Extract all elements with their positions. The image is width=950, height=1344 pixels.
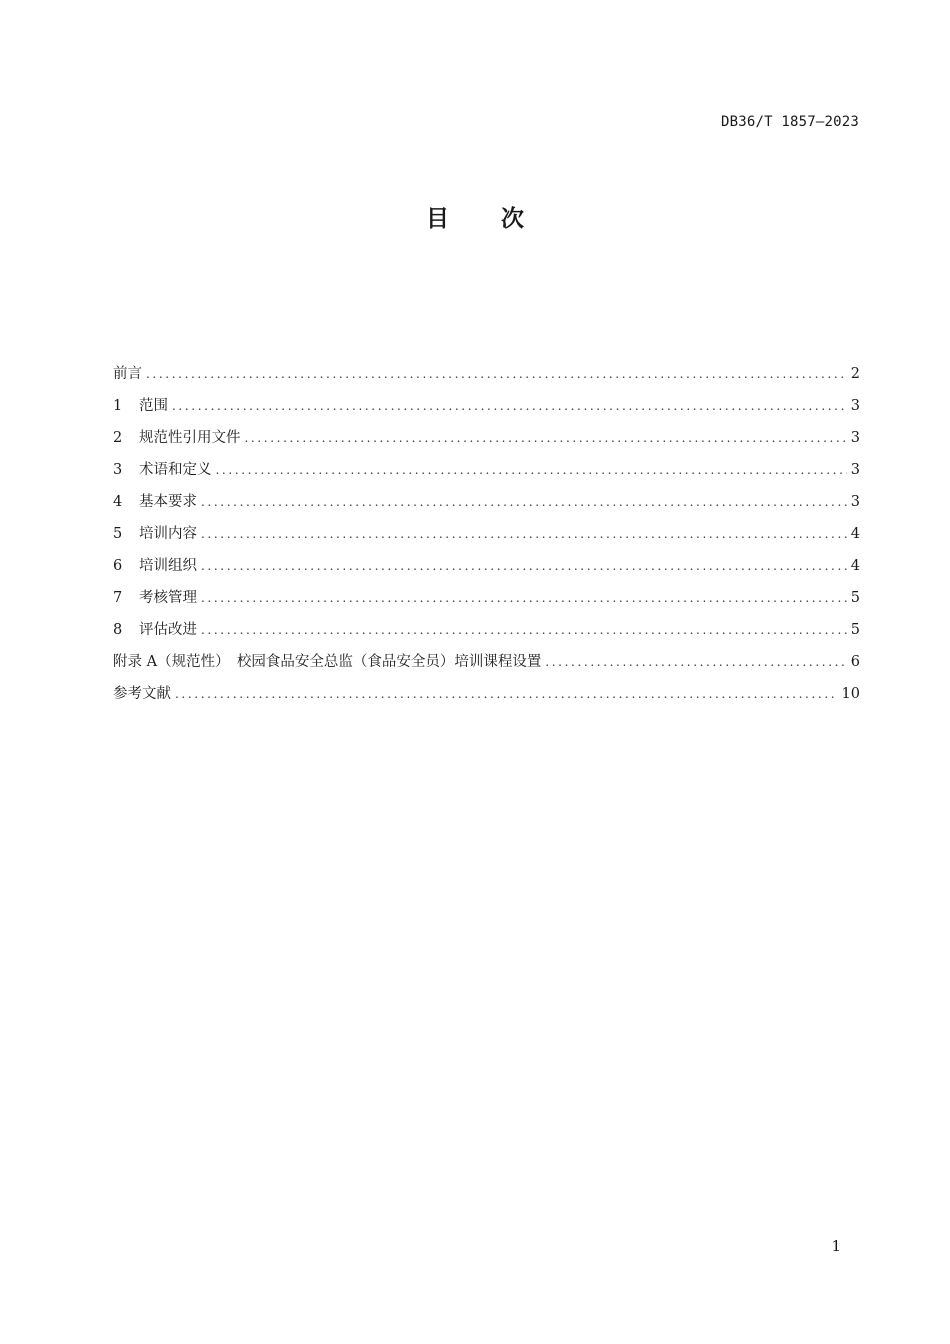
toc-entry-label: 前言 xyxy=(113,366,142,382)
toc-entry-foreword[interactable] xyxy=(113,361,860,393)
toc-entry-page: 3 xyxy=(850,430,860,446)
toc-entry-evaluation-improvement[interactable] xyxy=(113,617,860,649)
toc-entry-label: 评估改进 xyxy=(139,622,197,638)
toc-entry-number: 4 xyxy=(113,494,123,510)
toc-entry-bibliography[interactable] xyxy=(113,681,860,713)
page-number: 1 xyxy=(831,1237,841,1255)
toc-dot-leader xyxy=(201,585,847,611)
toc-entry-number: 2 xyxy=(113,430,123,446)
toc-entry-page: 4 xyxy=(850,526,860,542)
toc-dot-leader xyxy=(201,553,847,579)
toc-entry-basic-requirements[interactable] xyxy=(113,489,860,521)
toc-entry-page: 3 xyxy=(850,398,860,414)
toc-dot-leader xyxy=(146,361,847,387)
toc-dot-leader xyxy=(545,649,846,675)
toc-entry-assessment-management[interactable] xyxy=(113,585,860,617)
toc-dot-leader xyxy=(216,457,847,483)
toc-entry-page: 4 xyxy=(850,558,860,574)
toc-title xyxy=(0,200,950,233)
toc-entry-label: 术语和定义 xyxy=(139,462,212,478)
toc-entry-training-content[interactable] xyxy=(113,521,860,553)
toc-entry-terms-definitions[interactable] xyxy=(113,457,860,489)
toc-entry-label: 附录 A（规范性） 校园食品安全总监（食品安全员）培训课程设置 xyxy=(113,654,542,670)
toc-dot-leader xyxy=(175,681,838,707)
toc-dot-leader xyxy=(201,489,847,515)
toc-entry-label: 培训组织 xyxy=(139,558,197,574)
toc-dot-leader xyxy=(172,393,847,419)
toc-entry-number: 5 xyxy=(113,526,123,542)
toc-entry-normative-references[interactable] xyxy=(113,425,860,457)
toc-entry-page: 3 xyxy=(850,494,860,510)
toc-entry-training-organization[interactable] xyxy=(113,553,860,585)
toc-entry-page: 10 xyxy=(841,686,860,702)
toc-entry-label: 基本要求 xyxy=(139,494,197,510)
toc-entry-label: 培训内容 xyxy=(139,526,197,542)
toc-entry-page: 5 xyxy=(850,590,860,606)
toc-entry-label: 范围 xyxy=(139,398,168,414)
toc-entry-label: 参考文献 xyxy=(113,686,171,702)
toc-entry-number: 3 xyxy=(113,462,123,478)
toc-entry-label: 规范性引用文件 xyxy=(139,430,241,446)
document-code: DB36/T 1857—2023 xyxy=(720,114,859,130)
toc-dot-leader xyxy=(201,521,847,547)
toc-entry-page: 2 xyxy=(850,366,860,382)
toc-title-char-2: 次 xyxy=(501,206,524,232)
toc-dot-leader xyxy=(201,617,847,643)
toc-title-char-1: 目 xyxy=(426,206,449,232)
toc-entry-page: 6 xyxy=(850,654,860,670)
toc-entry-number: 7 xyxy=(113,590,123,606)
toc-entry-number: 6 xyxy=(113,558,123,574)
toc-entry-page: 5 xyxy=(850,622,860,638)
toc-entry-number: 1 xyxy=(113,398,123,414)
toc-entry-page: 3 xyxy=(850,462,860,478)
toc-entry-scope[interactable] xyxy=(113,393,860,425)
toc-dot-leader xyxy=(245,425,847,451)
toc-entry-label: 考核管理 xyxy=(139,590,197,606)
table-of-contents xyxy=(113,361,860,713)
toc-entry-number: 8 xyxy=(113,622,123,638)
toc-entry-appendix-a[interactable] xyxy=(113,649,860,681)
